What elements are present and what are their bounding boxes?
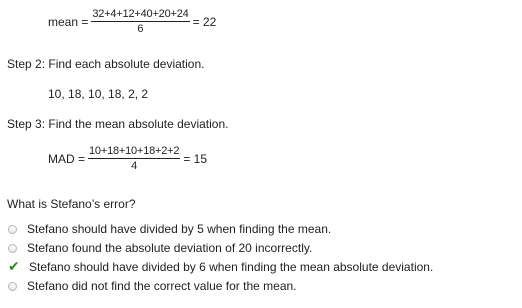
radio-icon[interactable] [8, 225, 17, 234]
answer-choice[interactable] [8, 241, 312, 255]
answer-choice-text: Stefano should have divided by 5 when finding the mean. [27, 222, 332, 236]
mad-formula-rhs: = 15 [183, 151, 208, 166]
step-3-label: Step 3: Find the mean absolute deviation. [7, 117, 229, 131]
mean-formula [48, 8, 216, 35]
radio-icon[interactable] [8, 244, 17, 253]
answer-choice-text: Stefano found the absolute deviation of 20 incorrectly. [27, 241, 313, 255]
answer-choice[interactable] [8, 279, 297, 293]
answer-choice-text: Stefano did not find the correct value for the mean. [27, 279, 297, 293]
radio-icon[interactable] [8, 282, 17, 291]
mad-formula [48, 145, 207, 172]
question-text: What is Stefano’s error? [7, 197, 136, 211]
answer-choice-correct[interactable] [8, 260, 433, 274]
absolute-deviation-values: 10, 18, 10, 18, 2, 2 [48, 87, 149, 101]
mean-formula-lhs: mean = [48, 14, 89, 29]
mad-fraction [88, 145, 180, 172]
mean-fraction [91, 8, 189, 35]
mean-denominator: 6 [137, 23, 144, 35]
mad-denominator: 4 [131, 160, 138, 172]
mean-formula-rhs: = 22 [192, 14, 217, 29]
mad-formula-lhs: MAD = [48, 151, 86, 166]
mean-numerator: 32+4+12+40+20+24 [92, 8, 189, 20]
answer-choice-text: Stefano should have divided by 6 when finding the mean absolute deviation. [29, 260, 434, 274]
step-2-label: Step 2: Find each absolute deviation. [7, 57, 205, 71]
answer-choice[interactable] [8, 222, 331, 236]
check-mark-icon: ✔ [8, 259, 20, 275]
mad-numerator: 10+18+10+18+2+2 [89, 145, 180, 157]
